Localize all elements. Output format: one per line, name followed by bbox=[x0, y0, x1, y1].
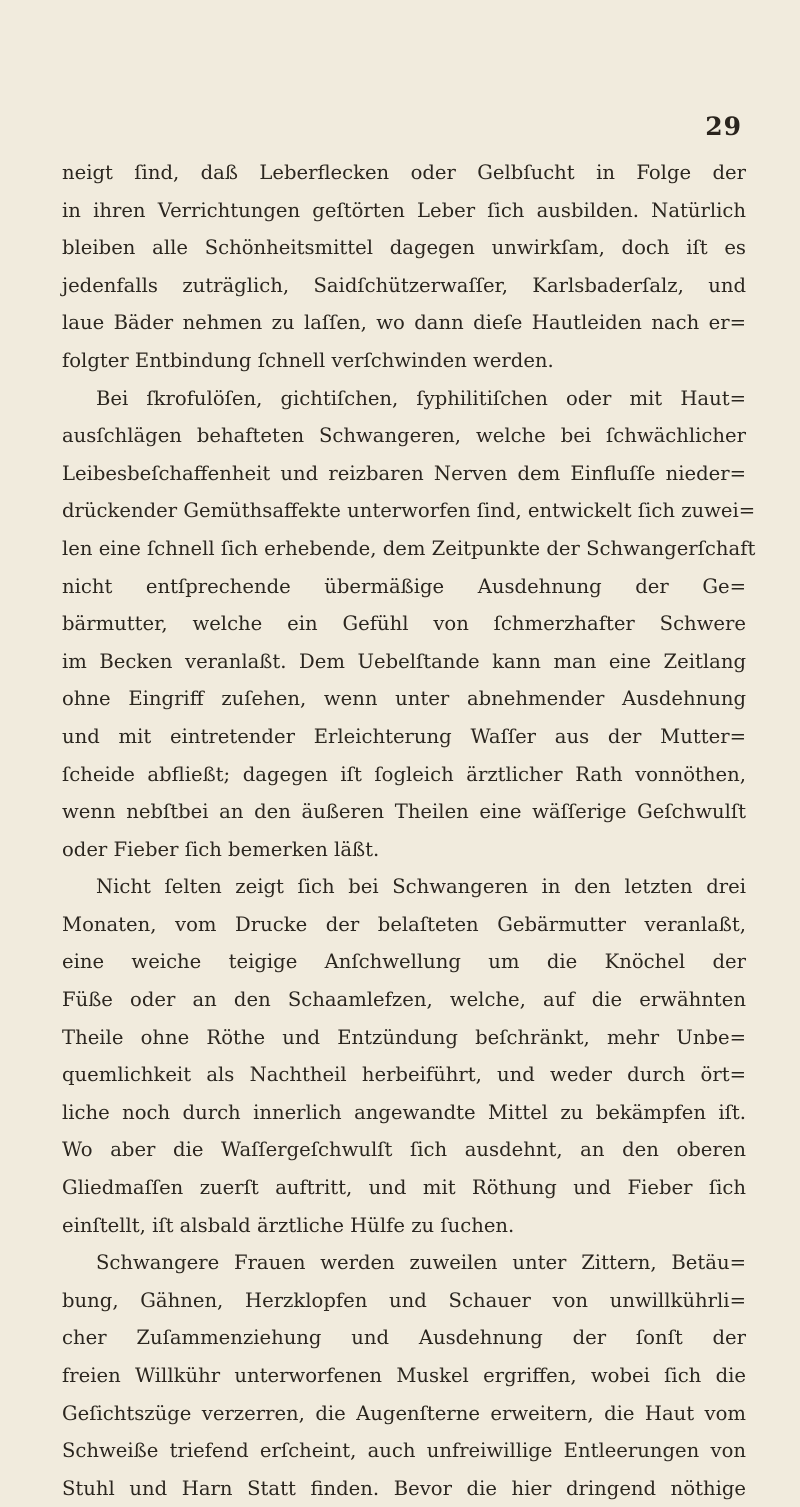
paragraph-end-line: folgter Entbindung ſchnell verſchwinden werden. bbox=[62, 348, 554, 372]
text-line: nicht entſprechende übermäßige Ausdehnung der Ge= bbox=[62, 574, 746, 598]
text-line: laue Bäder nehmen zu laſſen, wo dann dieſe Hautleiden nach er= bbox=[62, 311, 746, 335]
text-line: freien Willkühr unterworfenen Muskel ergriffen, wobei ſich die bbox=[62, 1364, 746, 1387]
paragraph-start-line: Schwangere Frauen werden zuweilen unter Zittern, Betäu= bbox=[96, 1251, 746, 1275]
text-line: neigt ſind, daß Leberflecken oder Gelbſucht in Folge der bbox=[62, 161, 746, 184]
text-line: Gliedmaſſen zuerſt auftritt, und mit Röthung und Fieber ſich bbox=[62, 1176, 746, 1200]
text-line: drückender Gemüthsaffekte unterworfen ſind, entwickelt ſich zuwei= bbox=[62, 499, 756, 523]
text-line: Theile ohne Röthe und Entzündung beſchränkt, mehr Unbe= bbox=[62, 1025, 746, 1049]
paragraph-end-line: oder Fieber ſich bemerken läßt. bbox=[62, 837, 380, 861]
text-line: len eine ſchnell ſich erhebende, dem Zeitpunkte der Schwangerſchaft bbox=[62, 536, 756, 560]
text-line: ausſchlägen behafteten Schwangeren, welche bei ſchwächlicher bbox=[62, 424, 746, 448]
text-line: liche noch durch innerlich angewandte Mittel zu bekämpfen iſt. bbox=[62, 1100, 746, 1124]
text-line: Wo aber die Waſſergeſchwulſt ſich ausdehnt, an den oberen bbox=[62, 1138, 746, 1162]
text-line: bleiben alle Schönheitsmittel dagegen unwirkſam, doch iſt es bbox=[62, 236, 746, 260]
text-line: jedenfalls zuträglich, Saidſchützerwaſſer, Karlsbaderſalz, und bbox=[62, 273, 746, 297]
text-line: ſcheide abfließt; dagegen iſt ſogleich ärztlicher Rath vonnöthen, bbox=[62, 762, 746, 786]
text-line: Leibesbeſchaffenheit und reizbaren Nerven dem Einfluſſe nieder= bbox=[62, 461, 746, 485]
paragraph-start-line: Nicht ſelten zeigt ſich bei Schwangeren in den letzten drei bbox=[96, 875, 746, 899]
body-text bbox=[62, 154, 756, 1507]
text-line: Füße oder an den Schaamlefzen, welche, auf die erwähnten bbox=[62, 988, 746, 1012]
text-line: Stuhl und Harn Statt finden. Bevor die hier dringend nöthige bbox=[62, 1476, 746, 1500]
paragraph-end-line: einſtellt, iſt alsbald ärztliche Hülfe zu ſuchen. bbox=[62, 1213, 515, 1237]
text-line: Monaten, vom Drucke der belaſteten Gebärmutter veranlaßt, bbox=[62, 912, 746, 936]
text-line: in ihren Verrichtungen geſtörten Leber ſich ausbilden. Natürlich bbox=[62, 198, 746, 222]
text-line: im Becken veranlaßt. Dem Uebelſtande kann man eine Zeitlang bbox=[62, 649, 746, 673]
page-number: 29 bbox=[705, 112, 742, 141]
text-line: Geſichtszüge verzerren, die Augenſterne erweitern, die Haut vom bbox=[62, 1401, 746, 1425]
text-line: quemlichkeit als Nachtheil herbeiführt, und weder durch ört= bbox=[62, 1063, 746, 1087]
text-line: bung, Gähnen, Herzklopfen und Schauer von unwillkührli= bbox=[62, 1288, 746, 1312]
text-line: und mit eintretender Erleichterung Waſſer aus der Mutter= bbox=[62, 724, 746, 748]
text-line: Schweiße triefend erſcheint, auch unfreiwillige Entleerungen von bbox=[62, 1439, 746, 1463]
text-line: wenn nebſtbei an den äußeren Theilen eine wäſſerige Geſchwulſt bbox=[62, 800, 746, 824]
text-line: cher Zuſammenziehung und Ausdehnung der ſonſt der bbox=[62, 1326, 746, 1350]
text-line: eine weiche teigige Anſchwellung um die Knöchel der bbox=[62, 950, 746, 974]
text-line: bärmutter, welche ein Gefühl von ſchmerzhafter Schwere bbox=[62, 612, 746, 636]
text-line: ohne Eingriff zuſehen, wenn unter abnehmender Ausdehnung bbox=[62, 687, 746, 711]
paragraph-start-line: Bei ſkrofulöſen, gichtiſchen, ſyphilitiſchen oder mit Haut= bbox=[96, 386, 746, 410]
